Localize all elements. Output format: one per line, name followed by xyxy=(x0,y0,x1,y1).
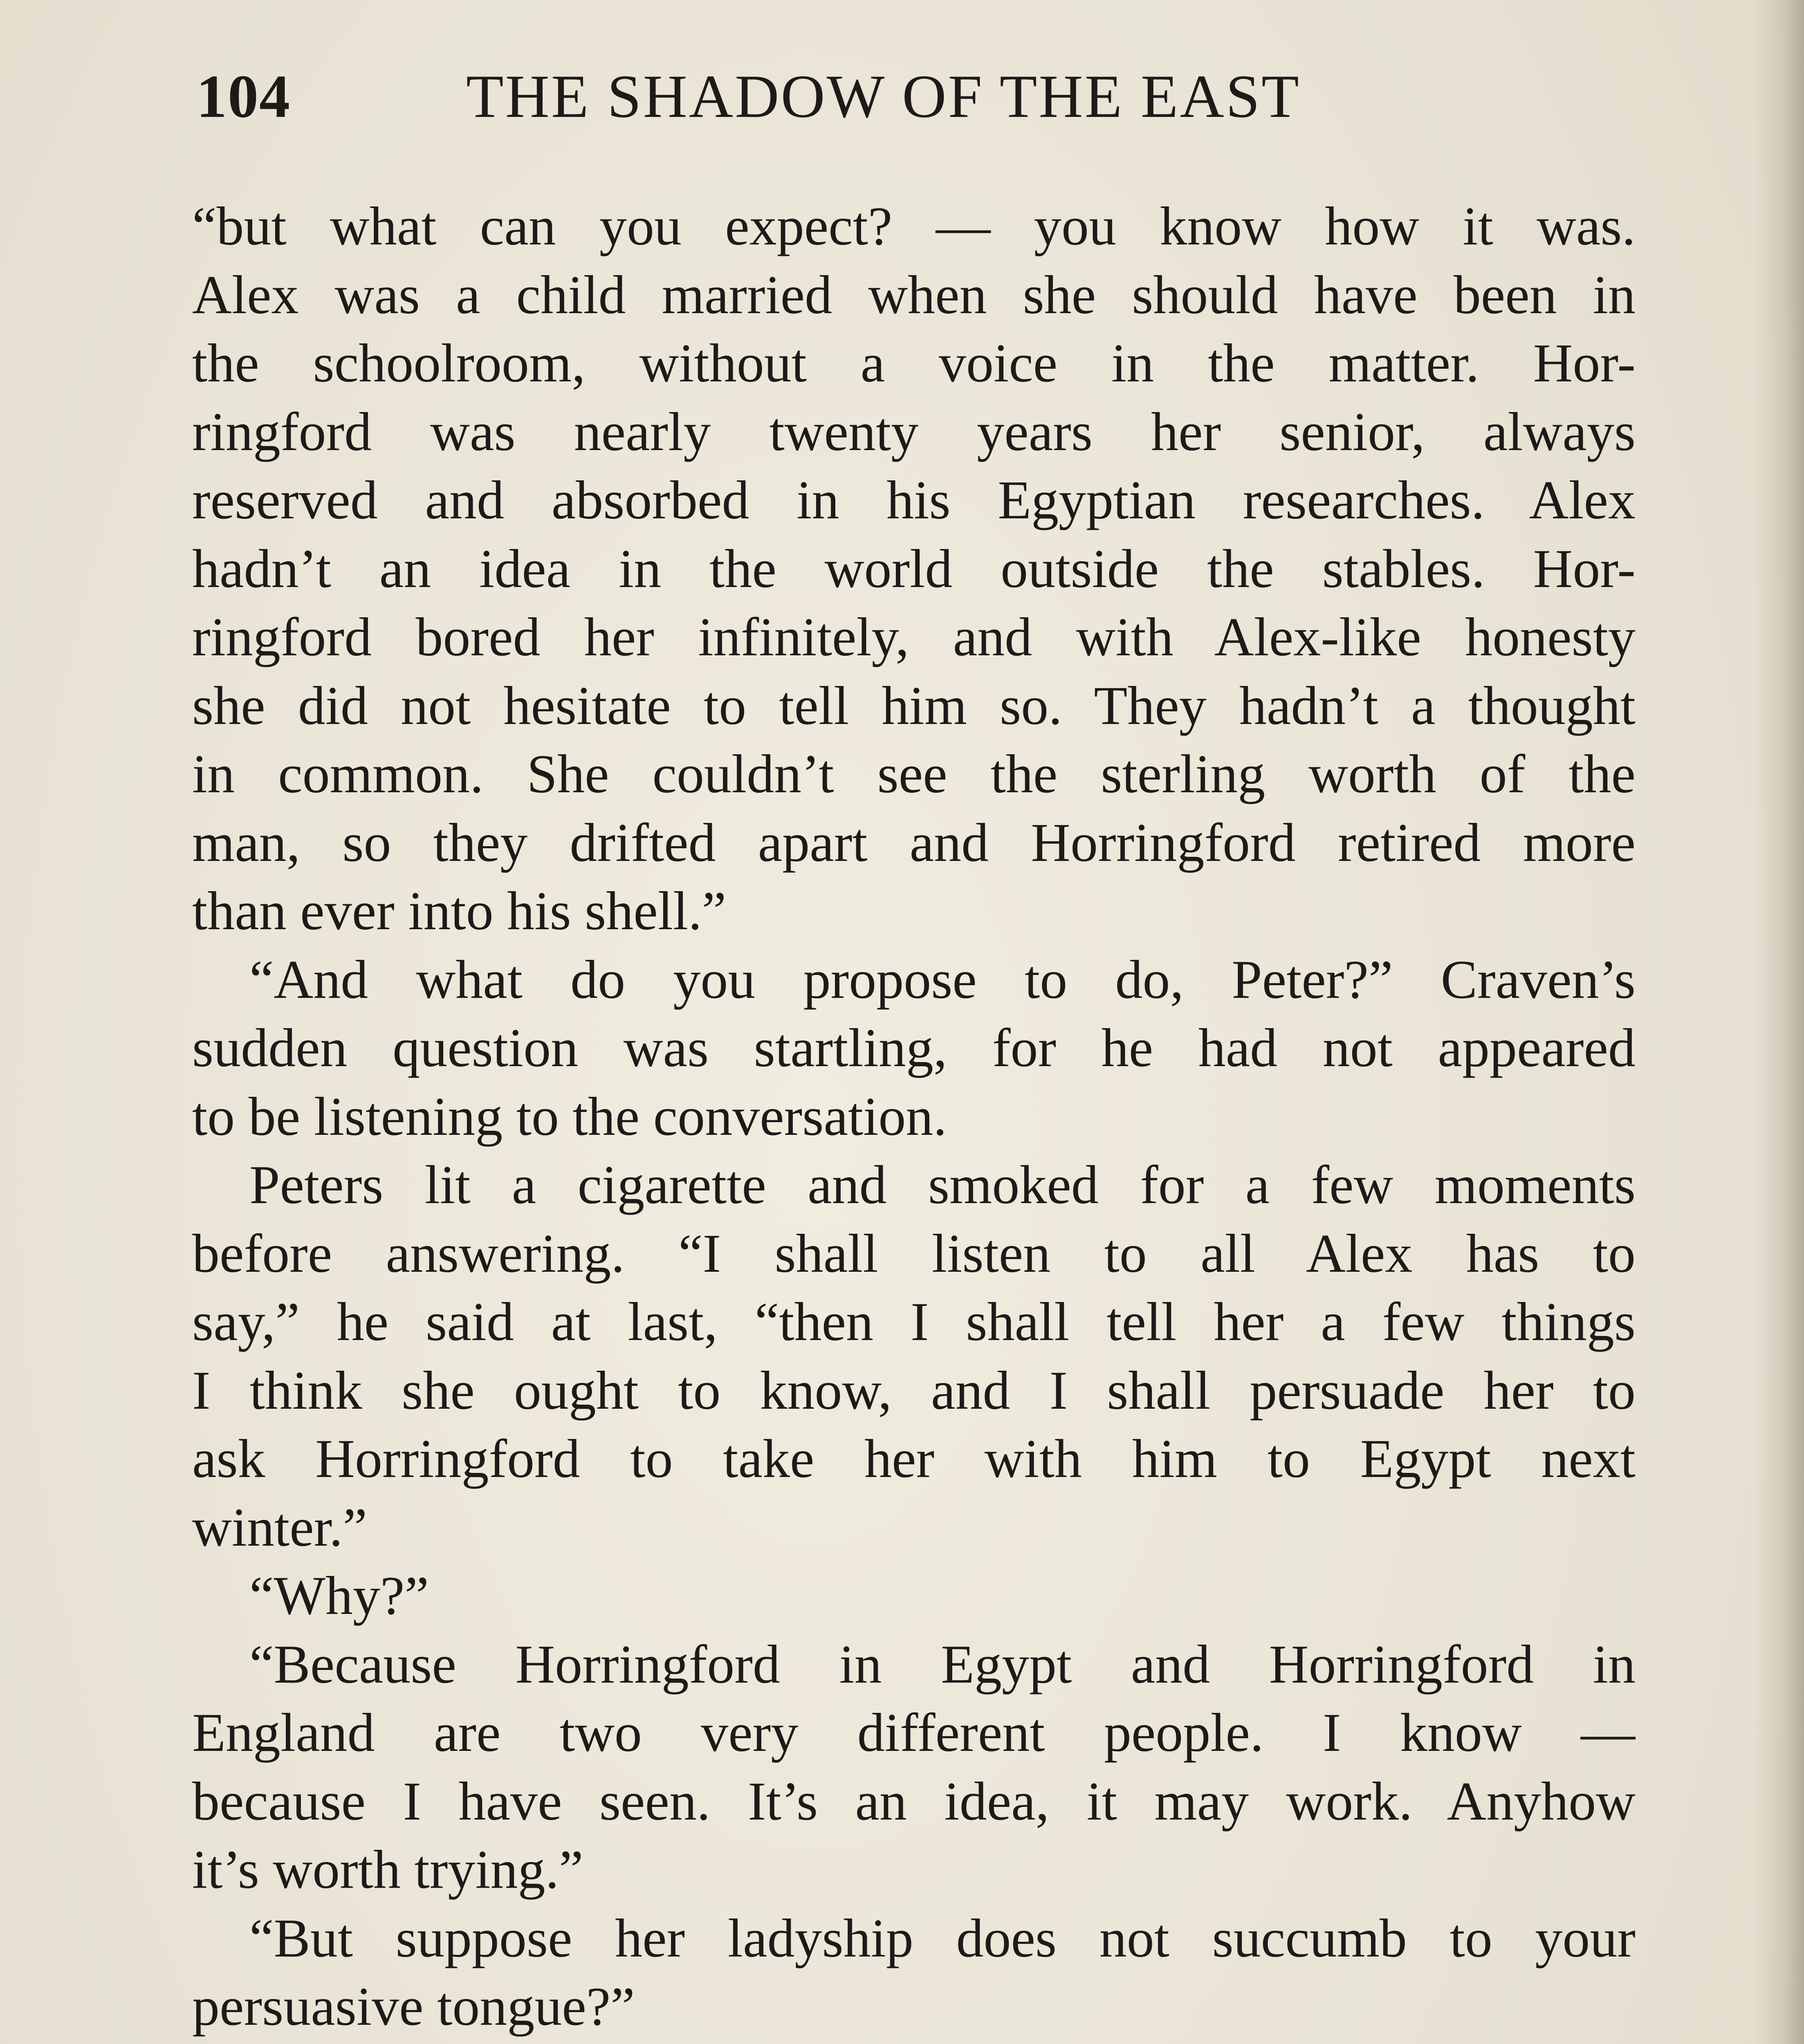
text-line: England are two very different people. I know — xyxy=(192,1702,1636,1763)
text-line: Alex was a child married when she should have been in xyxy=(192,264,1636,325)
text-line: sudden question was startling, for he had not appeared xyxy=(192,1018,1636,1078)
text-line: man, so they drifted apart and Horringford retired more xyxy=(192,812,1636,873)
text-line: it’s worth trying.” xyxy=(192,1839,583,1900)
page-number: 104 xyxy=(196,63,291,130)
text-line: hadn’t an idea in the world outside the stables. Hor- xyxy=(192,538,1636,599)
text-line: ask Horringford to take her with him to Egypt next xyxy=(192,1428,1636,1489)
text-line: Peters lit a cigarette and smoked for a few moments xyxy=(249,1154,1636,1215)
text-line: winter.” xyxy=(192,1497,367,1558)
text-line xyxy=(192,2041,1636,2044)
text-line: reserved and absorbed in his Egyptian researches. Alex xyxy=(192,470,1636,530)
text-line: to be listening to the conversation. xyxy=(192,1086,947,1147)
page-edge-shadow xyxy=(1755,0,1804,2044)
page-header xyxy=(196,61,1632,143)
text-line: say,” he said at last, “then I shall tell her a few things xyxy=(192,1291,1636,1352)
text-line: “But suppose her ladyship does not succumb to your xyxy=(249,1907,1636,1968)
text-line: persuasive tongue?” xyxy=(192,1976,635,2037)
text-line: “And what do you propose to do, Peter?” Craven’s xyxy=(249,949,1636,1010)
text-line: “Why?” xyxy=(249,1565,429,1626)
text-line: the schoolroom, without a voice in the matter. Hor- xyxy=(192,333,1636,393)
text-line: than ever into his shell.” xyxy=(192,881,727,941)
text-line: “Because Horringford in Egypt and Horringford in xyxy=(249,1634,1636,1694)
text-line: she did not hesitate to tell him so. They hadn’t a thought xyxy=(192,675,1636,736)
text-line: in common. She couldn’t see the sterling worth of the xyxy=(192,744,1636,804)
text-line: because I have seen. It’s an idea, it may work. Anyhow xyxy=(192,1771,1636,1831)
text-line: before answering. “I shall listen to all Alex has to xyxy=(192,1223,1636,1284)
text-line: ringford was nearly twenty years her senior, always xyxy=(192,401,1636,462)
text-line: “but what can you expect? — you know how it was. xyxy=(192,196,1636,256)
text-line: ringford bored her infinitely, and with Alex-like honesty xyxy=(192,607,1636,667)
body-text xyxy=(192,192,1636,2044)
text-line: I think she ought to know, and I shall persuade her to xyxy=(192,1360,1636,1421)
running-head: THE SHADOW OF THE EAST xyxy=(466,63,1301,130)
